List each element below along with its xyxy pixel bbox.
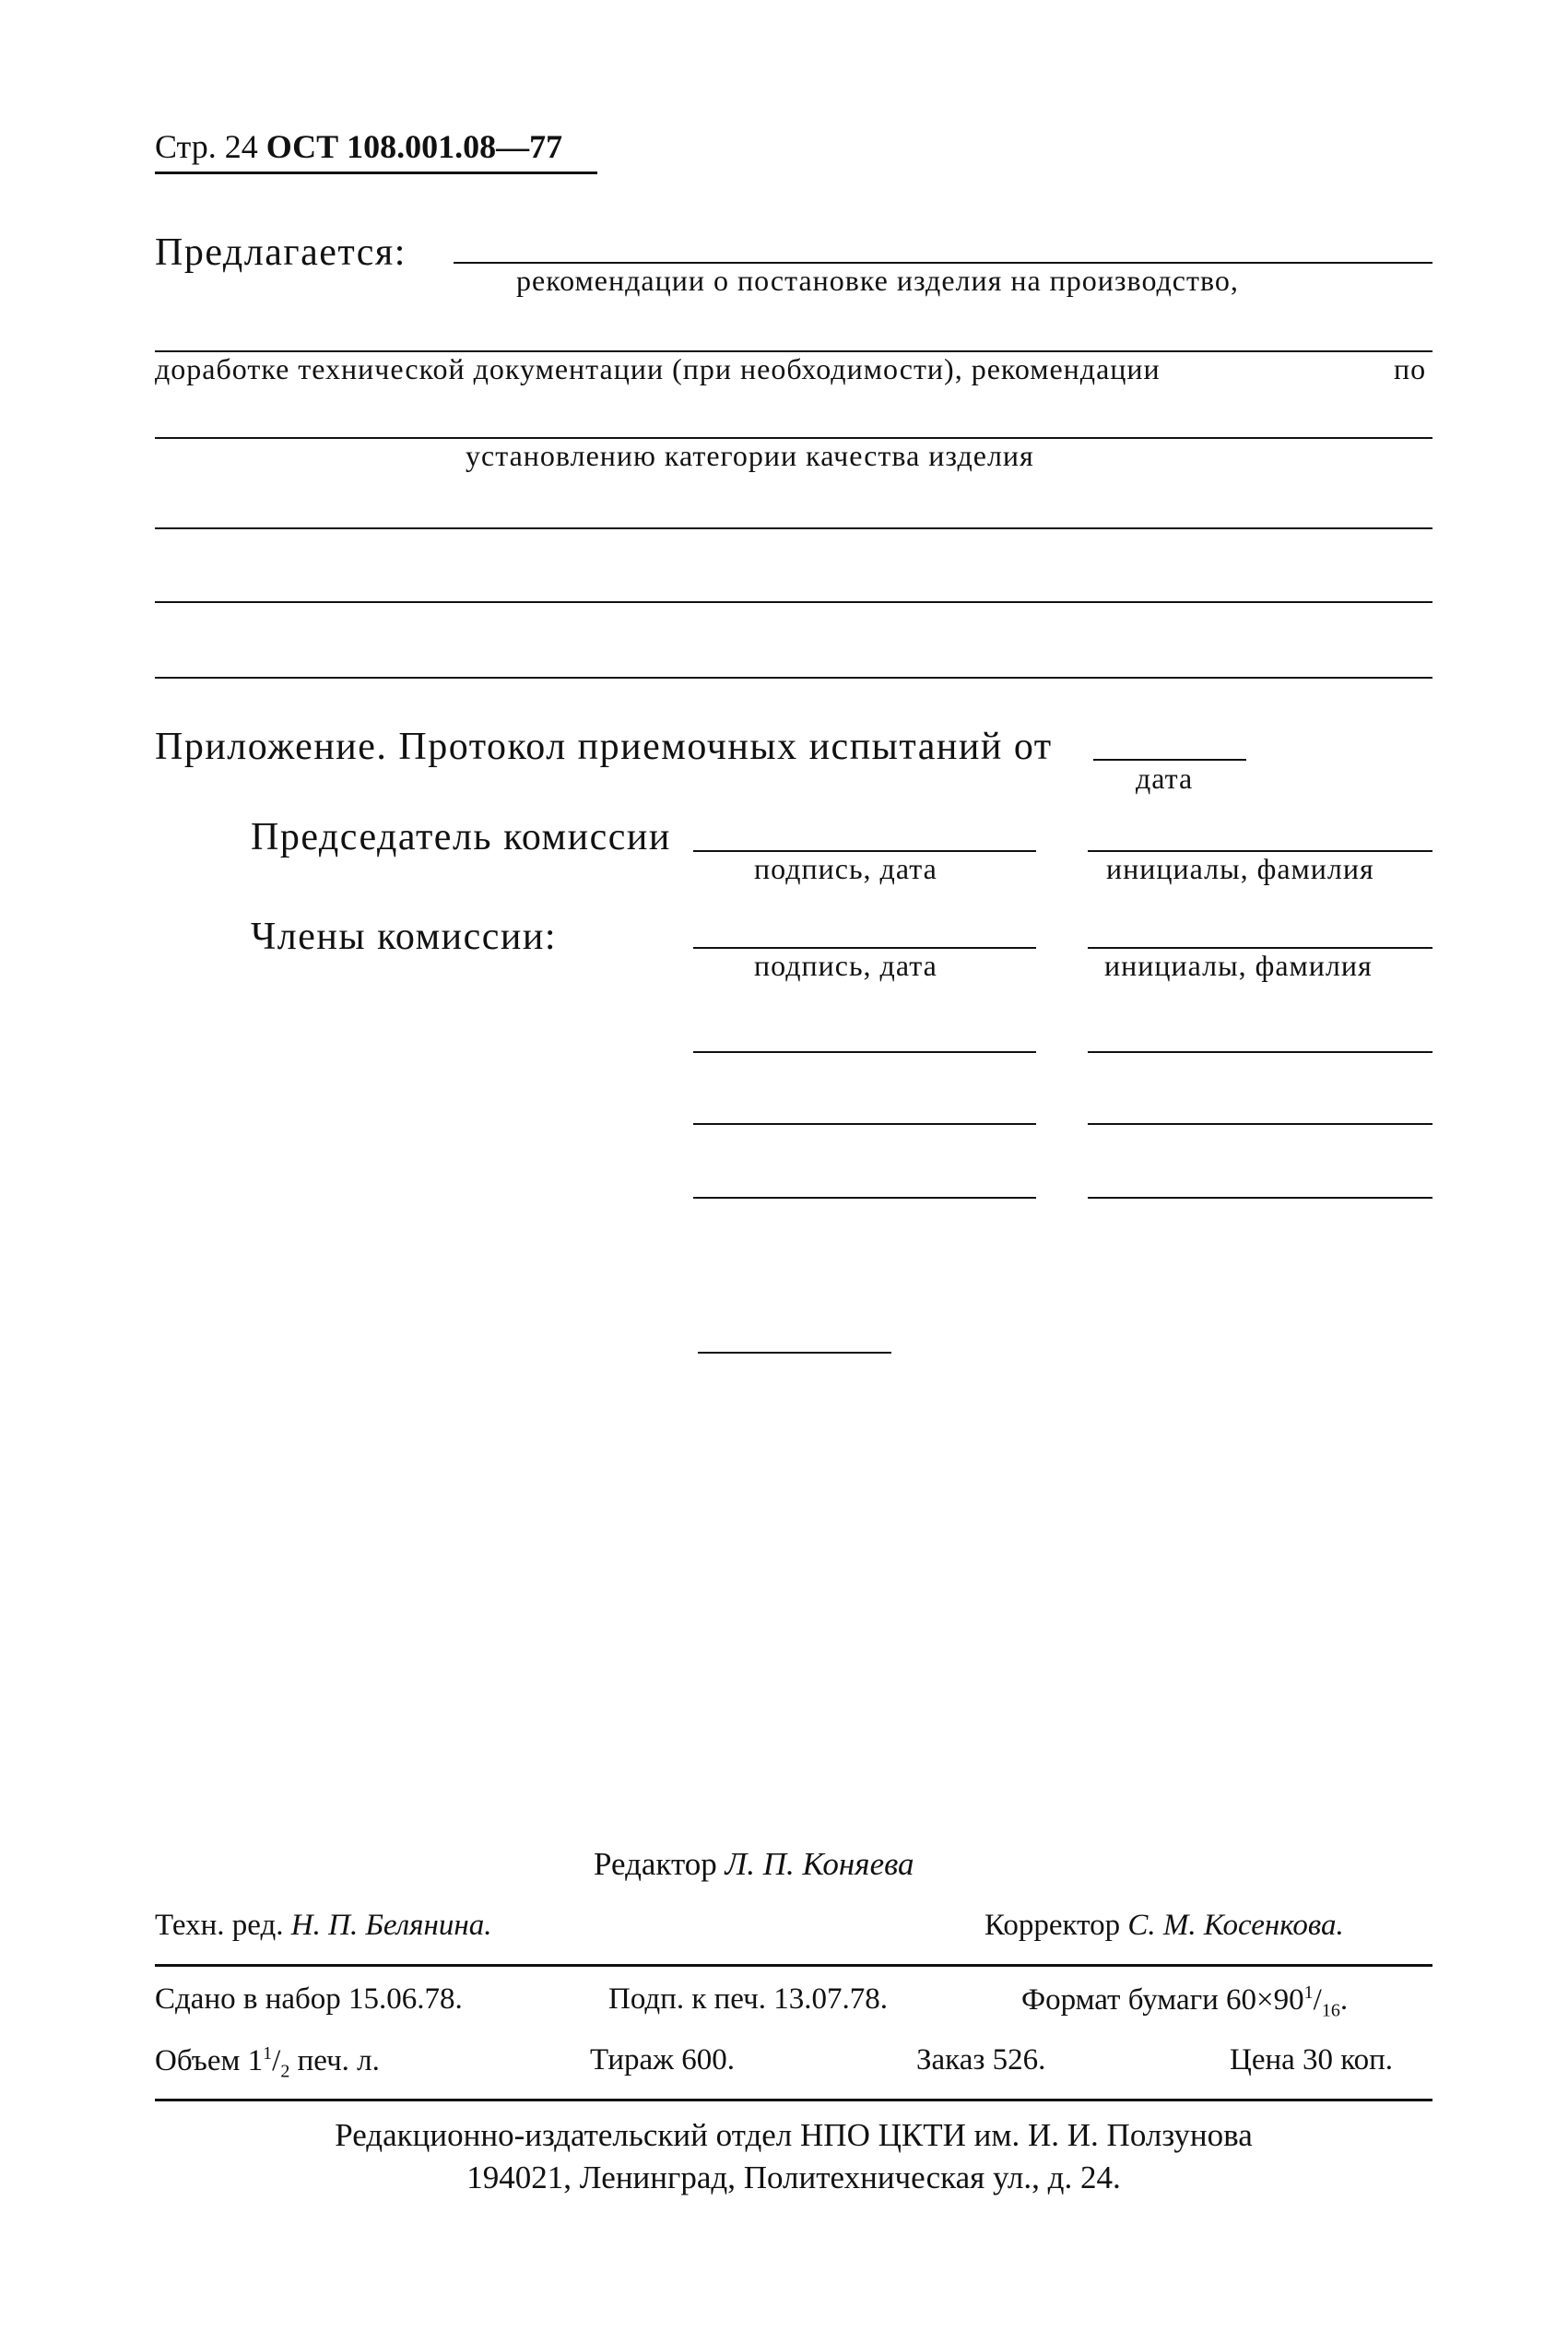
appendix-date-line: [1093, 759, 1246, 761]
blank-line-3: [155, 677, 1432, 679]
proposal-text-1: рекомендации о постановке изделия на производство,: [516, 264, 1239, 297]
member-sign-line-4: [693, 1197, 1036, 1199]
volume-den: 2: [280, 2061, 290, 2082]
signed-date: Подп. к печ. 13.07.78.: [608, 1982, 888, 2016]
volume-text: Объем 1: [155, 2044, 264, 2077]
publisher-line-2: 194021, Ленинград, Политехническая ул., д. 24.: [466, 2159, 1121, 2195]
blank-line-2: [155, 601, 1432, 603]
submitted-date: Сдано в набор 15.06.78.: [155, 1982, 463, 2016]
publisher-line-1: Редакционно-издательский отдел НПО ЦКТИ им. И. И. Ползунова: [335, 2117, 1253, 2153]
editor-name: Л. П. Коняева: [725, 1846, 914, 1882]
volume: Объем $1^1/_2$ печ. л.: [155, 2043, 380, 2082]
volume-num: 1: [263, 2043, 273, 2064]
corrector-label: Корректор: [984, 1909, 1121, 1942]
corrector: [984, 1909, 1344, 1943]
chairman-name-caption: инициалы, фамилия: [1106, 852, 1374, 885]
tech-editor-name: Н. П. Белянина.: [290, 1909, 492, 1942]
member-sign-caption: подпись, дата: [754, 949, 937, 982]
end-rule: [698, 1352, 891, 1354]
header-underline: [155, 172, 597, 174]
proposal-text-3: установлению категории качества изделия: [466, 439, 1034, 472]
paper-format-den: 16: [1321, 2000, 1340, 2021]
order-number: Заказ 526.: [916, 2043, 1046, 2077]
page-number: Стр. 24: [155, 128, 258, 165]
paper-format-num: 1: [1303, 1982, 1314, 2003]
price: Цена 30 коп.: [1230, 2043, 1394, 2077]
member-name-line-3: [1088, 1123, 1432, 1125]
member-sign-line-2: [693, 1051, 1036, 1053]
member-name-line-4: [1088, 1197, 1432, 1199]
corrector-name: С. М. Косенкова.: [1127, 1909, 1344, 1942]
volume-unit: печ. л.: [297, 2044, 380, 2077]
colophon-rule-bottom: [155, 2099, 1432, 2101]
proposal-text-2-end: по: [1394, 352, 1427, 385]
proposal-label: Предлагается:: [155, 231, 407, 274]
appendix-date-caption: дата: [1136, 762, 1194, 795]
circulation: Тираж 600.: [590, 2043, 735, 2077]
tech-editor-label: Техн. ред.: [155, 1909, 284, 1942]
chairman-label: Председатель комиссии: [251, 816, 671, 858]
colophon-rule-top: [155, 1964, 1432, 1967]
member-sign-line-3: [693, 1123, 1036, 1125]
page-header: [155, 127, 562, 166]
paper-format: Формат бумаги $60\times 90^1/_{16}$.: [1021, 1982, 1349, 2021]
member-name-line-2: [1088, 1051, 1432, 1053]
paper-format-text: Формат бумаги 60×90: [1021, 1983, 1304, 2017]
editor-label: Редактор: [594, 1846, 717, 1882]
standard-number: ОСТ 108.001.08—77: [265, 128, 563, 165]
chairman-sign-caption: подпись, дата: [754, 852, 937, 885]
tech-editor: [155, 1909, 491, 1943]
member-name-caption: инициалы, фамилия: [1104, 949, 1373, 982]
editor-line: [594, 1846, 914, 1883]
blank-line-1: [155, 527, 1432, 529]
appendix-text: Приложение. Протокол приемочных испытаний от: [155, 726, 1053, 768]
proposal-text-2: доработке технической документации (при необходимости), рекомендации: [155, 352, 1161, 385]
members-label: Члены комиссии:: [251, 916, 558, 958]
